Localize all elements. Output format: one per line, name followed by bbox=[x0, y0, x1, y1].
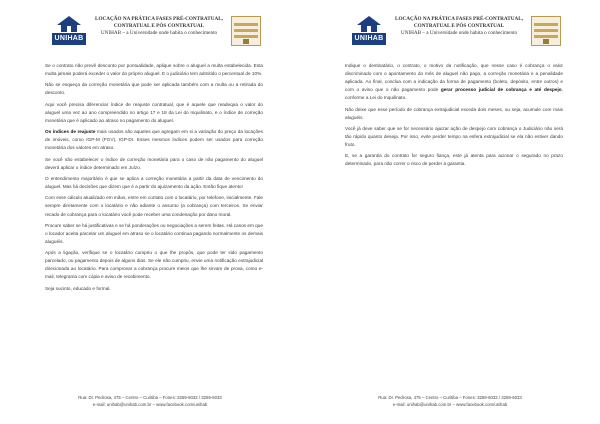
paragraph: Se o contrato não prevê desconto por pontualidade, aplique sobre o aluguel a multa estabelecida. Esta multa jamais poderá exceder o valor do próprio aluguel. E o judiciário tem admitido o percentual de 10%. bbox=[45, 63, 263, 77]
page-right bbox=[305, 0, 595, 424]
paragraph: Se você não estabelecer o índice de correção monetária para o caso de não pagamento do aluguel deverá aplicar o índice determinado em Juízo. bbox=[45, 156, 263, 170]
paragraph-text: mais usados são aqueles que agregam em si a variação do preço da locações de imóveis, como IGP-M (FGV), IGP-DI. Esses mesmos índices podem ser usados para correção monetária dos valores em atraso. bbox=[45, 129, 263, 151]
page-header bbox=[305, 14, 595, 54]
footer-address: Rua: Dr. Pedrosa, 475 – Centro – Curitiba – Fones: 3259-6032 / 3259-6033 bbox=[378, 395, 522, 400]
house-icon bbox=[357, 16, 381, 32]
footer-contact: e-mail: unihab@unihab.com.br – www.facebook.com/unihab bbox=[392, 401, 508, 407]
paragraph bbox=[45, 128, 263, 152]
paragraph: Com esse cálculo atualizado em mãos, entre em contato com o locatário, por telefone, inicialmente. Fale sempre diretamente com o locatário e não adiante o assunto (a cobrança) com terceiros. Se enviar recado de cobrança para o locatário você pode receber uma condenação por dano moral. bbox=[45, 195, 263, 217]
title-line-3: UNIHAB – a Universidade onde habita o conhecimento bbox=[100, 30, 218, 36]
header-title bbox=[389, 16, 529, 37]
paragraph: Seja sucinto, educado e formal. bbox=[45, 285, 111, 291]
paragraph: Você já deve saber que se for necessário ajuizar ação de despejo com cobrança o Judiciário não será tão rápido quanto deseja. Por isso, evite perder tempo na esfera extrajudicial se ela não estiver dando fruto. bbox=[345, 125, 563, 148]
page-left bbox=[5, 0, 295, 424]
title-line-2: CONTRATUAL E PÓS CONTRATUAL bbox=[113, 23, 205, 29]
house-icon bbox=[57, 16, 81, 32]
seal-logo bbox=[231, 16, 261, 46]
title-line-1: LOCAÇÃO NA PRÁTICA FASES PRÉ-CONTRATUAL, bbox=[95, 16, 223, 22]
page-header bbox=[5, 14, 295, 54]
logo-text: UNIHAB bbox=[52, 33, 86, 45]
bold-term: gerar processo judicial de cobrança e até despejo bbox=[440, 87, 562, 93]
paragraph: Após a ligação, verifique se o locatário cumpriu o que lhe propôs, que pode ter sido pagamento parcelado, ou pagamento depois de alguns dias. Se ele não cumpriu, envie uma notificação extrajudicial direcionada ao locatário. Para comprovar a cobrança procure meios que lhe sirvam de prova, como e-mail, telegrama com cópia e aviso de recebimento. bbox=[45, 250, 263, 280]
paragraph: E, se a garantia do contrato for seguro fiança, este já atenta para acionar o segurado no prazo determinado, para não correr o risco de perder a garantia. bbox=[345, 153, 563, 167]
unihab-logo bbox=[52, 16, 86, 46]
unihab-logo bbox=[352, 16, 386, 46]
title-line-2: CONTRATUAL E PÓS CONTRATUAL bbox=[413, 23, 505, 29]
page-body bbox=[345, 62, 563, 172]
paragraph: Não se esqueça da correção monetária que pode ser aplicada também com a multa ou a retirada do desconto. bbox=[45, 82, 263, 96]
logo-text: UNIHAB bbox=[352, 33, 386, 45]
paragraph bbox=[345, 62, 563, 102]
header-title bbox=[89, 16, 229, 37]
bold-term: Os índices de reajuste bbox=[45, 129, 96, 135]
page-footer bbox=[5, 395, 295, 408]
paragraph: O entendimento majoritário é que se aplica a correção monetária a partir da data de vencimento do aluguel. Mas há decisões que dizem que é a partir do ajuizamento da ação. Então fique atento! bbox=[45, 176, 263, 190]
paragraph: Aqui você precisa diferenciar índice de reajuste contratual, que é aquele que readequa o valor do aluguel uma vez ao ano compreendido no artigo 17 e 18 da Lei do Inquilinato, e o índice de correção monetária que é aplicado ao atraso no pagamento do aluguel. bbox=[45, 101, 263, 123]
footer-address: Rua: Dr. Pedrosa, 475 – Centro – Curitiba – Fones: 3259-6032 / 3259-6033 bbox=[78, 395, 222, 400]
paragraph: Procure saber se há justificativas e se há ponderações ou negociações a serem feitas. Há casos em que o locador aceita parcelar um aluguel em atraso se o locatário continua pagando normalmente os demais aluguéis. bbox=[45, 222, 263, 244]
paragraph-text: , conforme a Lei do Inquilinato. bbox=[345, 87, 563, 101]
footer-contact: e-mail: unihab@unihab.com.br – www.facebook.com/unihab bbox=[92, 401, 208, 407]
seal-logo bbox=[531, 16, 561, 46]
title-line-1: LOCAÇÃO NA PRÁTICA FASES PRÉ-CONTRATUAL, bbox=[395, 16, 523, 22]
title-line-3: UNIHAB – a Universidade onde habita o conhecimento bbox=[400, 30, 518, 36]
paragraph-text: Indique o destinatário, o contrato, o motivo da notificação, que nesse caso é cobrança o valor discriminado com o apontamento do mês de aluguel não pago, a correção monetária e a penalidade aplicada. Ao final, conclua com a indicação da forma de pagamento (boleto, depósito, entre outros) e com o aviso que o não pagamento pode bbox=[345, 63, 563, 93]
paragraph: Não deixe que esse período de cobrança extrajudicial exceda dois meses, ou seja, acumule com mais aluguéis. bbox=[345, 106, 563, 120]
page-body bbox=[45, 62, 263, 296]
page-footer bbox=[305, 395, 595, 408]
